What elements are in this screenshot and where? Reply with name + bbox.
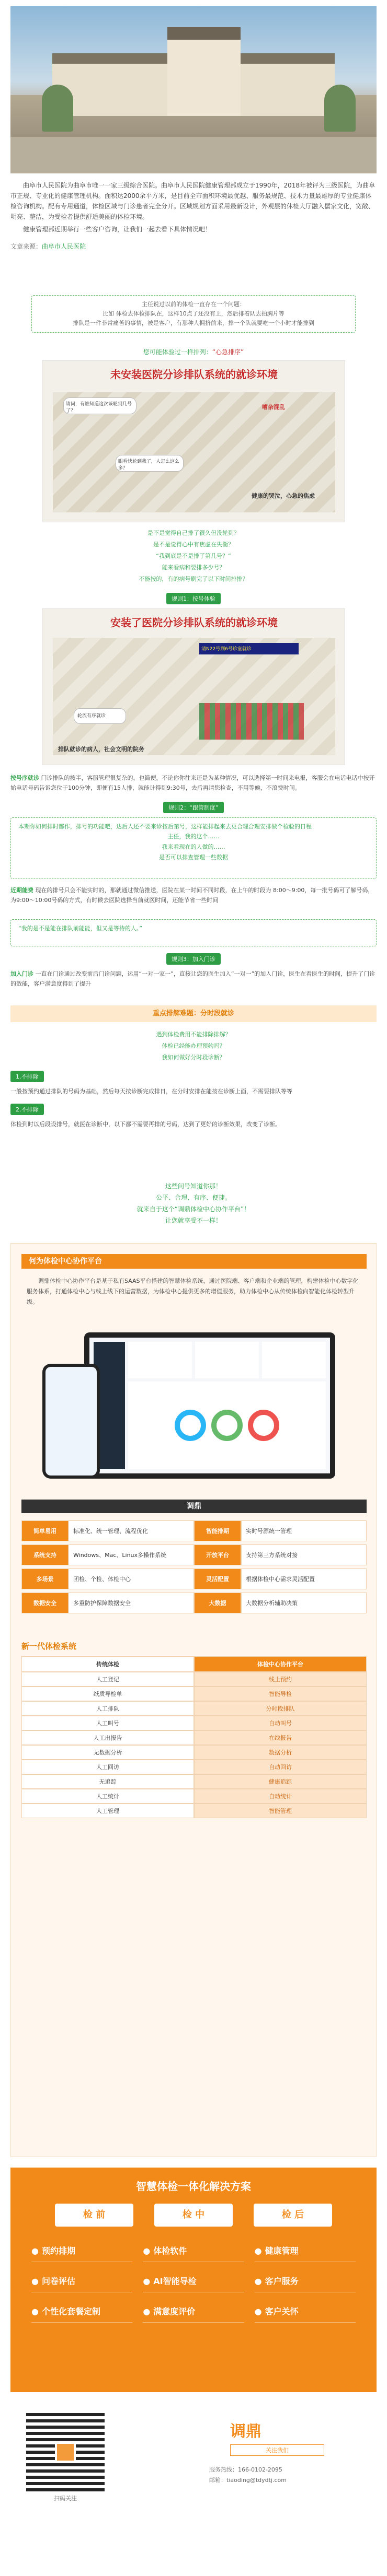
table-cell-old: 无追踪 — [21, 1774, 194, 1789]
table-cell-new: 线上预约 — [194, 1672, 367, 1687]
table-cell-new: 自动统计 — [194, 1789, 367, 1804]
solution-item: ● 客户服务 — [255, 2269, 356, 2292]
highlight-bar: 重点排解难题：分时段就诊 — [10, 1005, 377, 1022]
table-cell-new: 在线报告 — [194, 1730, 367, 1745]
question-block-2: 遇到体检费用不能排除排解？ 体检已经能办理预约吗？ 我如何做好分时段诊断？ — [156, 1031, 231, 1061]
table-cell-old: 人工叫号 — [21, 1716, 194, 1730]
table-row — [21, 1789, 367, 1804]
table-row — [21, 1774, 367, 1789]
table-cell-old: 人工登记 — [21, 1672, 194, 1687]
table-cell-old: 人工出报告 — [21, 1730, 194, 1745]
feature-value: 实时号源统一管理 — [241, 1520, 367, 1541]
feature-value: 大数据分析辅助决策 — [241, 1593, 367, 1613]
col-new-header: 体检中心协作平台 — [194, 1656, 367, 1672]
illustration-title-2: 安装了医院分诊排队系统的就诊环境 — [110, 616, 278, 629]
feature-key: 多场景 — [21, 1568, 69, 1589]
sub-pill-1: 1.不排除 — [10, 1071, 44, 1082]
email-line: 邮箱：tiaoding@tdydtj.com — [209, 2477, 287, 2484]
ad-section-title: 何为体检中心协作平台 — [21, 1254, 367, 1269]
stage-button[interactable]: 检 前 — [55, 2204, 133, 2227]
feature-value: 根据体检中心需求灵活配置 — [241, 1568, 367, 1589]
intro-text: 曲阜市人民医院为曲阜市唯一一家三级综合医院。曲阜市人民医院健康管理部成立于1990年，2018年被评为三级医院，为曲阜市正规、专业化的健康管理机构。面积达2000余平方米，是目前全市面积环境最优越、服务最规范、技术力量最雄厚的专业健康体检咨询机构。配有专用通道，体检区域与门诊患者完全分开。区域规划方面采用最新设计，外观层的休检大厅融入儒家文化，宽敞、明亮、整洁，为受检者提供舒适美丽的体检环境。 — [10, 182, 375, 220]
stage-button[interactable]: 检 后 — [254, 2204, 332, 2227]
para-recent: 近期能费 现在的排号只会不能实时的，那就通过微信推送，医院在某一时间不同时段，在上午的时段为 8:00～9:00，每一批号码可了解号码，为9:00～10:00号码的方式，有时候去医院选择当前就医时间，还能节省一些时间 — [10, 887, 374, 904]
follow-button[interactable]: 关注我们 — [230, 2444, 324, 2456]
seating-area — [199, 703, 304, 740]
table-cell-old: 纸质导检单 — [21, 1687, 194, 1701]
rule-pill-3: 规则3：加入门诊 — [166, 953, 221, 965]
table-cell-new: 数据分析 — [194, 1745, 367, 1760]
brand-logo: 调鼎 — [230, 2422, 261, 2441]
feature-key: 大数据 — [194, 1593, 241, 1613]
feature-value: 团检、个检、体检中心 — [69, 1568, 194, 1589]
table-row — [21, 1701, 367, 1716]
rule-pill-2: 规则2：“跟管制度” — [163, 802, 223, 813]
solutions-title: 智慧体检一体化解决方案 — [136, 2180, 251, 2193]
source-link[interactable]: 曲阜市人民医院 — [42, 243, 86, 250]
features-grid — [21, 1520, 367, 1617]
illustration-with-system — [42, 608, 345, 765]
feature-value: Windows、Mac、Linux多操作系统 — [69, 1544, 194, 1565]
solution-item: ● 预约排期 — [31, 2239, 132, 2262]
table-cell-new: 健康追踪 — [194, 1774, 367, 1789]
feature-value: 标准化、统一管理、流程优化 — [69, 1520, 194, 1541]
feature-key: 简单易用 — [21, 1520, 69, 1541]
table-row — [21, 1687, 367, 1701]
feature-key: 数据安全 — [21, 1593, 69, 1613]
feature-key: 开放平台 — [194, 1544, 241, 1565]
stage-button[interactable]: 检 中 — [154, 2204, 233, 2227]
feature-value: 支持第三方系统对接 — [241, 1544, 367, 1565]
table-row — [21, 1804, 367, 1818]
quote-box-1: 主任说过以前的体检一直存在一个问题： 比如 体检去体检排队在，这样10点了还没有上，然后排着队去拍胸片等 排队是一件非常痛苦的事情，被是客户，有那种人拥挤前来，排一个队就要吃一个小时才能排到 — [31, 295, 356, 333]
table-row — [21, 1672, 367, 1687]
source-line: 文章来源：曲阜市人民医院 — [10, 243, 86, 250]
table-row — [21, 1760, 367, 1774]
feature-value: 多重防护保障数据安全 — [69, 1593, 194, 1613]
table-cell-old: 无数据分析 — [21, 1745, 194, 1760]
solution-item: ● 个性化套餐定制 — [31, 2300, 132, 2323]
sub2-text: 体检到时以后段设排号，就医在诊断中，以下都不需要再排的号码，达到了更好的诊断效果，改变了诊断。 — [10, 1121, 281, 1128]
table-cell-old: 人工管理 — [21, 1804, 194, 1818]
illustration-without-system — [42, 360, 345, 522]
feature-key: 系统支持 — [21, 1544, 69, 1565]
ad-panel — [10, 1243, 377, 2157]
comparison-table — [21, 1656, 367, 1818]
hospital-photo — [10, 6, 377, 173]
table-cell-new: 智能管理 — [194, 1804, 367, 1818]
solution-item: ● 问卷评估 — [31, 2269, 132, 2292]
solutions-panel — [10, 2168, 377, 2392]
table-cell-old: 人工统计 — [21, 1789, 194, 1804]
table-row — [21, 1745, 367, 1760]
sub-pill-2: 2.不排除 — [10, 1104, 44, 1115]
feature-key: 智能排期 — [194, 1520, 241, 1541]
table-cell-old: 人工回访 — [21, 1760, 194, 1774]
device-mockup — [42, 1332, 346, 1489]
closing-block: 这些问号知道你那！ 公平、合理、有序、便捷。 就来自于这个“调鼎体检中心协作平台”！ 让您就享受不一样！ — [136, 1182, 251, 1224]
qr-code[interactable] — [26, 2413, 105, 2491]
solution-item: ● 健康管理 — [255, 2239, 356, 2262]
caption-civilized: 排队就诊的病人，社会文明的院务 — [58, 746, 144, 753]
table-title: 新一代体检系统 — [21, 1642, 77, 1651]
para-sequence: 按号序就诊 门诊排队的按半，客服管理很复杂的，也简便。不论你你往来还是为某种情况，可以选择第一时间来电报，客服会在电话电话中按开始电话号码告诉您位于100分钟，即便有15人排，就能计得到9:30号，去后再请您检查，不用等候，不浪费时间。 — [10, 775, 375, 791]
intro-text-2: 健康管理部近期举行一些客户咨询，让我们一起去看下具体情况吧！ — [23, 226, 212, 233]
solution-item: ● 客户关怀 — [255, 2300, 356, 2323]
qr-label: 扫码关注 — [54, 2495, 77, 2502]
table-cell-old: 人工排队 — [21, 1701, 194, 1716]
solution-item: ● 体检软件 — [143, 2239, 244, 2262]
solution-item: ● AI智能导检 — [143, 2269, 244, 2292]
phone-line: 服务热线：166-0102-2095 — [209, 2466, 282, 2473]
caption-anxious: 健康的哭泣，心急的焦虑 — [252, 493, 315, 499]
para-join: 加入门诊 一直在门诊通过改变前后门诊问题，运用“一对一家一”，直接让您的医生加入“一对一”的加入门诊，医生在看医生的时间，提升了门诊的效能，客户满意度得到了提升 — [10, 970, 375, 987]
illustration-title-1: 未安装医院分诊排队系统的就诊环境 — [110, 368, 278, 381]
table-cell-new: 智能导检 — [194, 1687, 367, 1701]
call-screen: 请N22号到6号诊室就诊 — [199, 643, 299, 654]
table-row — [21, 1716, 367, 1730]
chaos-tag: 嘈杂混乱 — [262, 404, 285, 411]
quote-box-3: “我的是不是能在排队前能能，但又是等待的人。” — [10, 919, 377, 946]
rule-pill-1: 规则1：按号体验 — [166, 593, 221, 604]
speech-bubble-3: 轮流有序就诊 — [74, 708, 126, 724]
section1-caption: 您可能体验过一样排列：“心急排序” — [143, 348, 244, 356]
ad-desc: 调鼎体检中心协作平台是基于私有SAAS平台搭建的智慧体检系统，通过医院端、客户端和企业端的管理，构建体检中心数字化服务体系，打通体检中心与线上线下的运营数据，为体检中心提供更多的增值服务，助力体检中心从传统体检向智能化体检转型升级。 — [27, 1278, 359, 1305]
col-old-header: 传统体检 — [21, 1656, 194, 1672]
questions-block: 是不是觉得自己排了很久但没轮到？ 是不是觉得心中有焦虑在失衡？ “我到底是不是排了第几号？” 能来看病和要排多少号？ 不能按的，有的病号刷完了以下时间排排？ — [139, 530, 248, 582]
quote-box-2: 本期你如何排时都作，排号的功能吧，达后人还不要来诊按后第号，这样能排起来去更合理合理安排做个检验的日程 主任，我的这个…… 我来看现在的人做的…… 是否可以排查管理一些数据 — [10, 817, 377, 879]
speech-bubble-2: 眼看快轮到我了，人怎么这么多？ — [116, 455, 184, 472]
speech-bubble-1: 请问，有谁知道这次该轮到几号了？ — [63, 397, 136, 414]
table-cell-new: 自动回访 — [194, 1760, 367, 1774]
feature-key: 灵活配置 — [194, 1568, 241, 1589]
table-row — [21, 1730, 367, 1745]
sub1-text: 一般按预约通过排队的号码为基础，然后每天按诊断完成排日，在分时安排在能按在诊断上面，不需要排队等等 — [10, 1088, 292, 1095]
table-cell-new: 分时段排队 — [194, 1701, 367, 1716]
brand-bar: 调鼎 — [21, 1500, 367, 1513]
solution-item: ● 满意度评价 — [143, 2300, 244, 2323]
footer — [10, 2403, 377, 2570]
table-cell-new: 自动叫号 — [194, 1716, 367, 1730]
